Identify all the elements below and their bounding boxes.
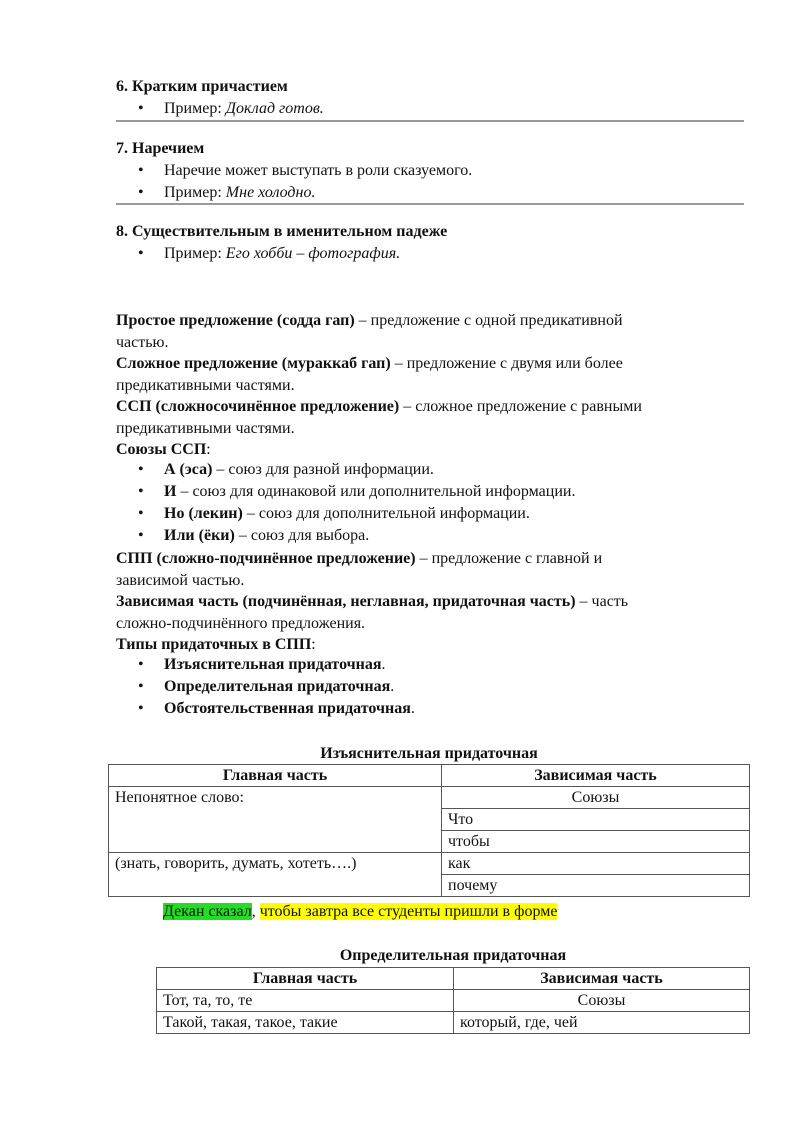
- main-cell: Тот, та, то, те: [157, 990, 454, 1012]
- def-dependent-part: [116, 591, 756, 634]
- union-term: Но (лекин): [164, 505, 243, 522]
- main-cell: (знать, говорить, думать, хотеть….): [109, 853, 442, 897]
- divider: [116, 120, 744, 122]
- bullet-icon: •: [138, 461, 144, 478]
- bullet-icon: •: [138, 505, 144, 522]
- dependent-cell: который, где, чей: [454, 1012, 750, 1034]
- explanatory-clause-table: [108, 764, 750, 897]
- bullet-icon: •: [138, 162, 144, 179]
- table2-caption: Определительная придаточная: [339, 947, 567, 964]
- bullet-icon: •: [138, 678, 144, 695]
- main-cell: Непонятное слово:: [109, 787, 442, 853]
- def-text: – предложение с главной и: [415, 550, 603, 567]
- union-cell: как: [442, 853, 750, 875]
- table1-caption: Изъяснительная придаточная: [320, 745, 538, 762]
- def-simple-sentence: [116, 310, 756, 353]
- bullet-icon: •: [138, 483, 144, 500]
- highlight-dependent-clause: чтобы завтра все студенты пришли в форме: [259, 903, 558, 920]
- header-main-part: Главная часть: [157, 968, 454, 990]
- bullet-icon: •: [138, 100, 144, 117]
- union-term: Или (ёки): [164, 527, 235, 544]
- union-text: – союз для дополнительной информации.: [242, 505, 530, 522]
- term: Сложное предложение (мураккаб гап): [116, 355, 391, 372]
- item-example: Мне холодно.: [225, 184, 316, 201]
- header-dependent-part: Зависимая часть: [442, 765, 750, 787]
- types-title: [116, 634, 756, 656]
- term: Типы придаточных в СПП: [116, 636, 312, 653]
- type-label: Определительная придаточная: [164, 678, 391, 695]
- def-complex-sentence: [116, 353, 756, 396]
- union-cell: чтобы: [442, 831, 750, 853]
- bullet-icon: •: [138, 700, 144, 717]
- item-label: Пример:: [164, 100, 226, 117]
- union-cell: почему: [442, 875, 750, 897]
- period: .: [381, 656, 386, 673]
- union-text: – союз для выбора.: [234, 527, 370, 544]
- period: .: [390, 678, 395, 695]
- comma: ,: [251, 903, 260, 920]
- term: Простое предложение (содда гап): [116, 312, 355, 329]
- type-label: Изъяснительная придаточная: [164, 656, 382, 673]
- def-text: – сложное предложение с равными: [399, 398, 642, 415]
- section-8-title: 8. Существительным в именительном падеже: [116, 223, 448, 240]
- divider: [116, 203, 744, 205]
- union-text: – союз для одинаковой или дополнительной информации.: [176, 483, 576, 500]
- item-label: Наречие может выступать в роли сказуемого.: [164, 162, 473, 179]
- highlight-main-clause: Декан сказал: [163, 903, 252, 920]
- union-text: – союз для разной информации.: [212, 461, 434, 478]
- def-text: зависимой частью.: [116, 571, 245, 589]
- term: СПП (сложно-подчинённое предложение): [116, 550, 416, 567]
- table-row: [157, 1012, 750, 1034]
- item-label: Пример:: [164, 245, 226, 262]
- section-7-title: 7. Наречием: [116, 140, 205, 157]
- def-text: – предложение с одной предикативной: [354, 312, 623, 329]
- example-sentence: [163, 903, 557, 921]
- bullet-icon: •: [138, 184, 144, 201]
- union-cell: Что: [442, 809, 750, 831]
- def-text: предикативными частями.: [116, 376, 295, 394]
- table-header-row: [157, 968, 750, 990]
- main-cell: Такой, такая, такое, такие: [157, 1012, 454, 1034]
- attributive-clause-table: [156, 967, 750, 1034]
- table-row: [109, 787, 750, 809]
- union-term: А (эса): [164, 461, 213, 478]
- def-text: частью.: [116, 333, 169, 351]
- item-example: Доклад готов.: [225, 100, 324, 117]
- ssp-unions-title: [116, 439, 756, 461]
- item-label: Пример:: [164, 184, 226, 201]
- table-row: [157, 990, 750, 1012]
- section-6-title: 6. Кратким причастием: [116, 78, 288, 95]
- header-dependent-part: Зависимая часть: [454, 968, 750, 990]
- colon: :: [206, 441, 211, 458]
- dependent-cell: Союзы: [454, 990, 750, 1012]
- union-term: И: [164, 483, 177, 500]
- period: .: [410, 700, 415, 717]
- type-label: Обстоятельственная придаточная: [164, 700, 411, 717]
- def-text: – часть: [575, 593, 629, 610]
- def-text: – предложение с двумя или более: [390, 355, 623, 372]
- def-ssp: [116, 396, 756, 439]
- bullet-icon: •: [138, 527, 144, 544]
- bullet-icon: •: [138, 245, 144, 262]
- table-row: [109, 853, 750, 875]
- colon: :: [311, 636, 316, 653]
- bullet-icon: •: [138, 656, 144, 673]
- dependent-header-cell: Союзы: [442, 787, 750, 809]
- term: Союзы ССП: [116, 441, 207, 458]
- term: Зависимая часть (подчинённая, неглавная, придаточная часть): [116, 593, 576, 610]
- term: ССП (сложносочинённое предложение): [116, 398, 400, 415]
- header-main-part: Главная часть: [109, 765, 442, 787]
- def-text: предикативными частями.: [116, 419, 295, 437]
- def-spp: [116, 548, 756, 591]
- table-header-row: [109, 765, 750, 787]
- item-example: Его хобби – фотография.: [225, 245, 401, 262]
- def-text: сложно-подчинённого предложения.: [116, 614, 366, 632]
